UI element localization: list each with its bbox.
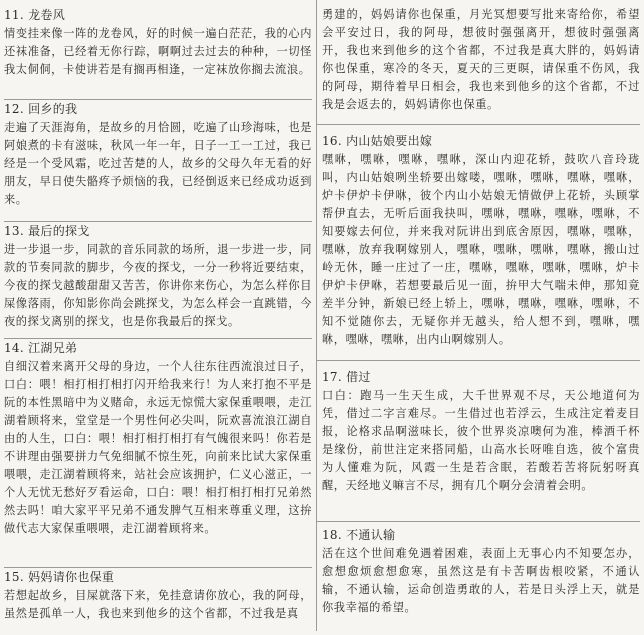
song-17 (322, 368, 640, 513)
column-divider (316, 0, 317, 631)
song-title: 11. 龙卷风 (4, 8, 66, 22)
song-title: 13. 最后的探戈 (4, 224, 90, 238)
song-title: 17. 借过 (322, 370, 371, 384)
song-title: 15. 妈妈请你也保重 (4, 570, 115, 584)
song-title: 18. 不通认输 (322, 528, 396, 542)
song-lyrics: 走遍了天涯海角，是故乡的月恰圆，吃遍了山珍海味，也是阿娘煮的卡有滋味，秋风一年一年，日子一工一工过，我已经是一个受风霜，吃过苦楚的人，故乡的父母久年无看的好朋友，早日使失骼疼予烦恼的我，已经倒返来已经成功返到来。 (4, 121, 312, 206)
song-lyrics: 进一步退一步，同款的音乐同款的场所，退一步进一步，同款的节奏同款的脚步，今夜的探戈，一分一秒将近要结束，今夜的探戈越酸甜甜又苦苦，你讲你来伤心，为怎么样你目屎像落雨，你知影你尚会跳探戈，为怎么样会一直跳错，今夜的探戈离别的探戈，也是你我最后的探戈。 (4, 243, 312, 328)
song-title: 16. 内山姑娘要出嫁 (322, 134, 433, 148)
song-11 (4, 6, 312, 97)
song-divider (316, 124, 640, 125)
song-18 (322, 526, 640, 635)
left-column (4, 0, 312, 631)
song-14 (4, 339, 312, 574)
song-lyrics: 活在这个世间难免遇着困难，表面上无事心内不知要怎办，愈想愈烦愈想愈寒，虽然这是有卡苦啊齿根咬紧，不通认输，不通认输，运命创造勇敢的人，若是日头浮上天，就是你我幸福的希望。 (322, 547, 640, 614)
song-15-continued (322, 6, 640, 114)
song-12 (4, 100, 312, 227)
right-column (322, 0, 640, 631)
song-lyrics: 口白：跑马一生天生成，大千世界观不尽，天公地道何为凭，借过二字言难尽。一生借过也若浮云，生成注定着麦目报，论格求品啊滋味长，彼个世界炎凉噢何为准，棒酒千杯是缘份，前世注定来搭同船，山高水长呀唯自选，彼个富贵为人懂难为阮，风霞一生是若含眠，若酸若苦将阮躬呀真醒，天经地义嘛言不尽，拥有几个啊分会清着会明。 (322, 389, 640, 492)
song-title: 12. 回乡的我 (4, 102, 78, 116)
song-title: 14. 江湖兄弟 (4, 341, 78, 355)
song-divider (316, 360, 640, 361)
song-lyrics: 情变挂来像一阵的龙卷风，好的时候一遍白茫茫，我的心内还袜准备，已经着无你行踪，啊啊过去过去的种种，一切怪我太侗侗，卡使讲若是有搁再相逢，一定袜放你搁去流浪。 (4, 27, 312, 76)
song-divider (316, 521, 640, 522)
song-13 (4, 222, 312, 349)
song-15 (4, 568, 312, 625)
song-lyrics: 嘿咻，嘿咻，嘿咻，嘿咻，深山内迎花轿，鼓吹八音玲珑叫，内山姑娘咧坐轿要出嫁喽，嘿咻，嘿咻，嘿咻，嘿咻，炉卡伊炉卡伊咻，彼个内山小姑娘无情做伊上花轿，头顾掌帮伊直去，无听后面我抉叫，嘿咻，嘿咻，嘿咻，嘿咻，不知要嫁去何位，并来我对阮讲出到底舍原因，嘿咻，嘿咻，嘿咻，放弃我啊嫁别人，嘿咻，嘿咻，嘿咻，嘿咻，搬山过岭无休，睡一庄过了一庄，嘿咻，嘿咻，嘿咻，嘿咻，炉卡伊炉卡伊咻，若想要最后见一面，拚甲大气喘未伸，那知竟差半分钟，新娘已经上轿上，嘿咻，嘿咻，嘿咻，嘿咻，不知不觉随你去，无疑你并无越头，给人想不到，嘿咻，嘿咻，嘿咻，嘿咻，出内山啊嫁别人。 (322, 153, 640, 346)
song-lyrics: 勇建的，妈妈请你也保重，月光冥想要写批来寄给你，希望会平安过日，我的阿母，想彼时强强离开，想彼时强强离开，我也来到他乡的这个省都，不过我是真大胖的，妈妈请你也保重，寒冷的冬天，夏天的三更暝，请保重不伤风，我的阿母，期待着早日相会，我也来到他乡的这个省都，不过我是会返去的，妈妈请你也保重。 (322, 8, 640, 111)
song-lyrics: 自细汉着来离开父母的身边，一个人往东往西流浪过日子，口白：喂！相打相打相打闪开给我来行！为人来打抱不平是阮的本性黑暗中为义赌命，永远无惊慌大家保重喂喂，走江湖着顾将来，堂堂是一个男性何必尖叫，阮欢喜流浪江湖自由的人生，口白：喂！相打相打相打有气魄很来吗！你若是不讲理由强要拼力气免细膩不惊生死，向前来比试大家保重喂喂，走江湖着顾将来，站社会应该拥护，仁义心滋正，一个人无忧无愁好歹看运命，口白：喂！相打相打相打兄弟然然去吗！咱大家平平兄弟不通发脾气互相来尊重义理，这拚做代志大家保重喂喂，走江湖着顾将来。 (4, 360, 312, 535)
song-16 (322, 132, 640, 367)
song-lyrics: 若想起故乡，目屎就落下来，免挂意请你放心，我的阿母，虽然是孤单一人，我也来到他乡的这个省都，不过我是真 (4, 589, 312, 620)
